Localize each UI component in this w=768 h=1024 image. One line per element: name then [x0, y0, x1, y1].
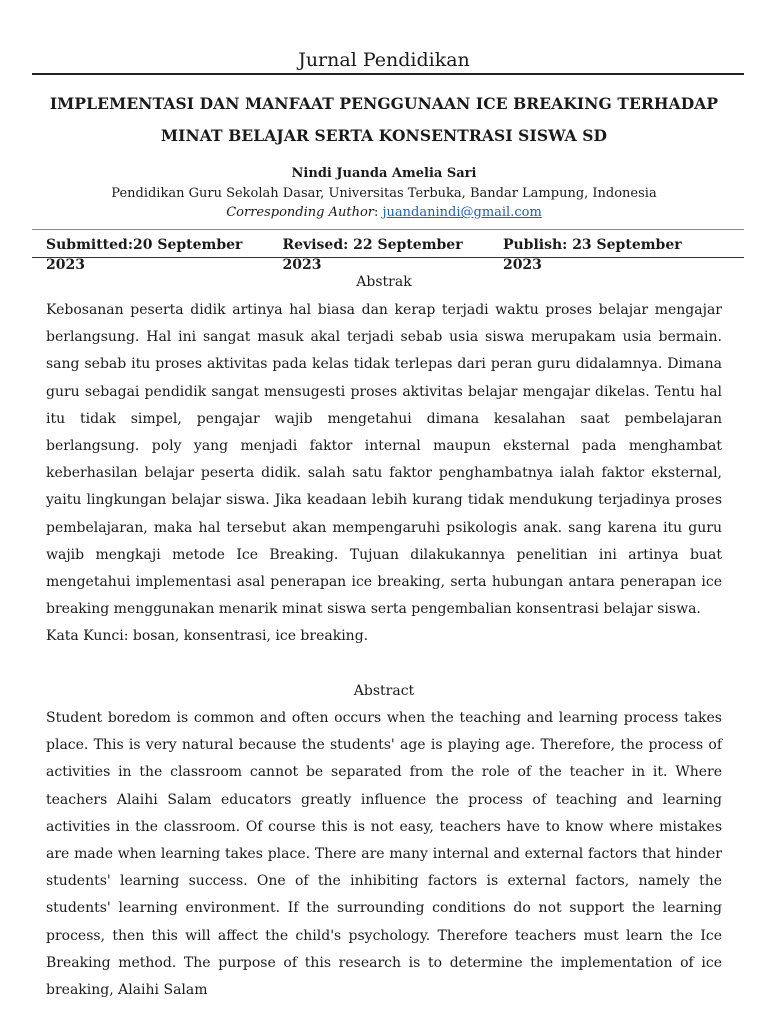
abstrak-heading: Abstrak: [356, 274, 412, 290]
keywords: Kata Kunci: bosan, konsentrasi, ice breaking.: [46, 628, 369, 644]
abstrak-text: Kebosanan peserta didik artinya hal biasa dan kerap terjadi waktu proses belajar mengajar berlangsung. Hal ini sangat masuk akal terjadi sebab usia siswa merupakam usia bermain. sang sebab itu proses aktivitas pada kelas tidak terlepas dari peran guru didalamnya. Dimana guru sebagai pendidik sangat mensugesti proses aktivitas belajar mengajar dikelas. Tentu hal itu tidak simpel, pengajar wajib mengetahui dimana kesalahan saat pembelajaran berlangsung. poly yang menjadi faktor internal maupun eksternal pada menghambat keberhasilan belajar peserta didik. salah satu faktor penghambatnya ialah faktor eksternal, yaitu lingkungan belajar siswa. Jika keadaan lebih kurang tidak mendukung terjadinya proses pembelajaran, maka hal tersebut akan mempengaruhi psikologis anak. sang karena itu guru wajib mengkaji metode Ice Breaking. Tujuan dilakukannya penelitian ini artinya buat mengetahui implementasi asal penerapan ice breaking, serta hubungan antara penerapan ice breaking menggunakan menarik minat siswa serta pengembalian konsentrasi belajar siswa.: [46, 302, 722, 618]
abstract-text: Student boredom is common and often occurs when the teaching and learning process takes place. This is very natural because the students' age is playing age. Therefore, the process of activities in the classroom cannot be separated from the role of the teacher in it. Where teachers Alaihi Salam educators greatly influence the process of teaching and learning activities in the classroom. Of course this is not easy, teachers have to know where mistakes are made when learning takes place. There are many internal and external factors that hinder students' learning success. One of the inhibiting factors is external factors, namely the students' learning environment. If the surrounding conditions do not support the learning process, then this will affect the child's psychology. Therefore teachers must learn the Ice Breaking method. The purpose of this research is to determine the implementation of ice breaking, Alaihi Salam: [46, 710, 722, 999]
published-date: Publish: 23 September 2023: [502, 237, 682, 273]
journal-name: Jurnal Pendidikan: [298, 49, 470, 71]
author-affiliation: Pendidikan Guru Sekolah Dasar, Universitas Terbuka, Bandar Lampung, Indonesia: [111, 186, 657, 201]
header-rule: [32, 73, 744, 75]
dates-rule-top: [32, 229, 744, 230]
paper-title: IMPLEMENTASI DAN MANFAAT PENGGUNAAN ICE BREAKING TERHADAP MINAT BELAJAR SERTA KONSENTRASI SISWA SD: [49, 94, 719, 145]
submitted-date: Submitted:20 September 2023: [46, 237, 243, 273]
author-name: Nindi Juanda Amelia Sari: [291, 166, 477, 181]
abstract-heading: Abstract: [353, 683, 415, 699]
dates-rule-bottom: [32, 257, 744, 258]
corresponding-label: Corresponding Author: [226, 205, 374, 220]
email-link[interactable]: juandanindi@gmail.com: [382, 205, 542, 220]
corresponding-separator: :: [374, 205, 383, 220]
dates-row: [46, 235, 722, 275]
corresponding-author: [0, 204, 768, 222]
revised-date: Revised: 22 September 2023: [282, 237, 463, 273]
